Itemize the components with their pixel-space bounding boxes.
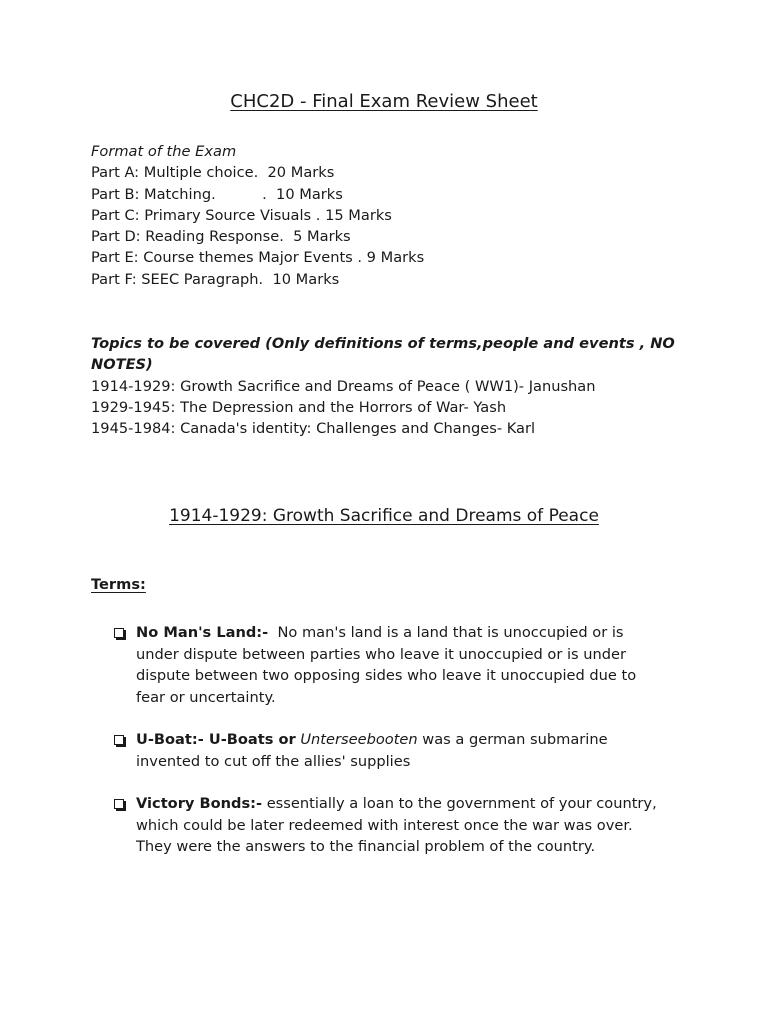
term-definition-line: under dispute between parties who leave it unoccupied or is under [136,645,627,663]
topics-section [91,333,681,439]
term-name: No Man's Land:- [136,624,269,641]
page-title: CHC2D - Final Exam Review Sheet [230,91,538,112]
term-victory-bonds [114,793,684,858]
term-definition-line: which could be later redeemed with interest once the war was over. [136,816,633,834]
term-definition-line: dispute between two opposing sides who leave it unoccupied due to [136,667,637,684]
terms-label: Terms: [91,576,146,593]
format-part-d: Part D: Reading Response. 5 Marks [91,228,351,246]
term-definition-line: was a german submarine [417,731,608,748]
format-part-b: Part B: Matching. . 10 Marks [91,185,343,203]
term-italic-word: Unterseebooten [300,731,418,748]
section-heading: 1914-1929: Growth Sacrifice and Dreams of Peace [169,506,599,526]
term-definition-line: No man's land is a land that is unoccupied or is [268,624,624,641]
format-part-f: Part F: SEEC Paragraph. 10 Marks [91,270,340,288]
topic-item-2: 1929-1945: The Depression and the Horrors of War- Yash [91,398,507,416]
term-name: U-Boat:- U-Boats or [136,731,296,748]
term-definition-line: invented to cut off the allies' supplies [136,752,411,770]
checkbox-icon [114,628,124,638]
term-definition-line: fear or uncertainty. [136,688,276,706]
topics-heading-line1: Topics to be covered (Only definitions of terms,people and events , NO [91,335,675,352]
term-u-boat [114,729,684,772]
topic-item-1: 1914-1929: Growth Sacrifice and Dreams of Peace ( WW1)- Janushan [91,377,596,395]
checkbox-icon [114,735,124,745]
topic-item-3: 1945-1984: Canada's identity: Challenges and Changes- Karl [91,420,536,438]
checkbox-icon [114,799,124,809]
term-definition-line: They were the answers to the financial problem of the country. [136,838,596,855]
term-name: Victory Bonds:- [136,795,263,812]
format-part-a: Part A: Multiple choice. 20 Marks [91,164,335,182]
exam-format-section [91,141,681,290]
topics-heading-line2: NOTES) [91,356,153,374]
term-no-mans-land [114,622,684,708]
format-part-c: Part C: Primary Source Visuals . 15 Marks [91,206,392,224]
format-part-e: Part E: Course themes Major Events . 9 Marks [91,249,425,267]
term-definition-line: essentially a loan to the government of your country, [262,795,657,812]
format-heading: Format of the Exam [91,143,237,160]
